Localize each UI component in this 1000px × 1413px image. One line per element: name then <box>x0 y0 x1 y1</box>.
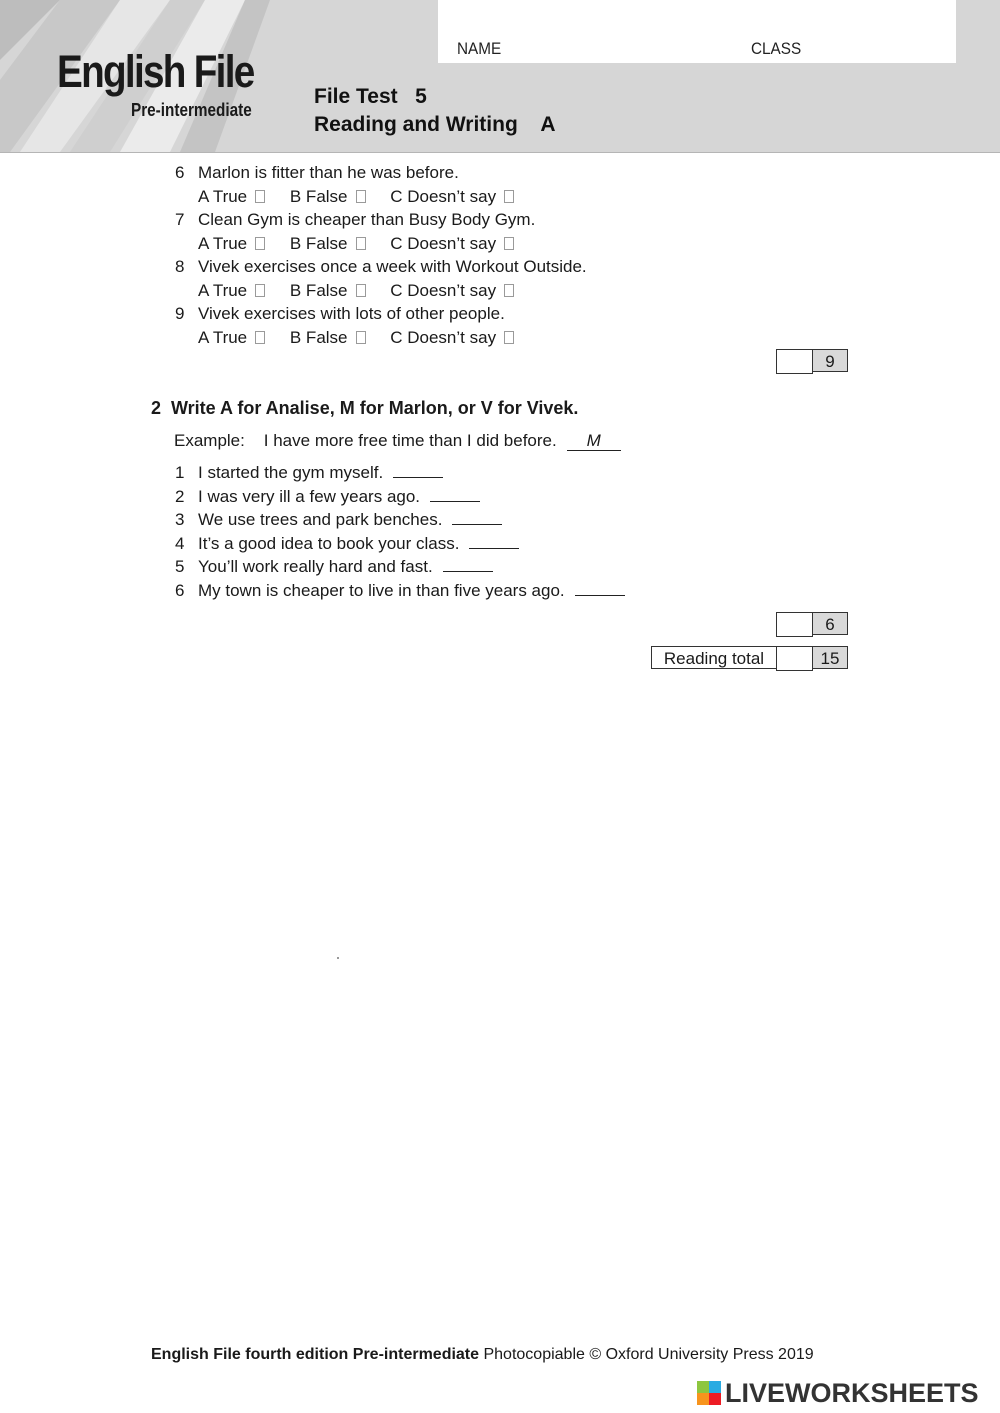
option-doesnt-say[interactable]: C Doesn’t say <box>390 187 514 207</box>
answer-options <box>198 187 514 207</box>
item-number: 2 <box>175 487 185 506</box>
question-text: Vivek exercises with lots of other people. <box>198 304 505 323</box>
name-class-box[interactable] <box>438 0 956 63</box>
option-false[interactable]: B False <box>290 187 366 207</box>
option-false[interactable]: B False <box>290 281 366 301</box>
item-number: 3 <box>175 510 185 529</box>
checkbox[interactable] <box>504 237 514 250</box>
item-text: I was very ill a few years ago. <box>198 487 421 506</box>
question-text: Clean Gym is cheaper than Busy Body Gym. <box>198 210 536 229</box>
question-number: 7 <box>175 210 185 229</box>
test-subtitle: Reading and Writing A <box>314 113 556 136</box>
item-text: You’ll work really hard and fast. <box>198 557 433 576</box>
example-label: Example: <box>174 431 245 450</box>
example-line <box>174 431 621 451</box>
option-false[interactable]: B False <box>290 328 366 348</box>
option-true[interactable]: A True <box>198 187 265 207</box>
option-doesnt-say[interactable]: C Doesn’t say <box>390 281 514 301</box>
part2-score-input[interactable] <box>776 612 813 637</box>
question-number: 8 <box>175 257 185 276</box>
item-text: It’s a good idea to book your class. <box>198 534 460 553</box>
option-doesnt-say[interactable]: C Doesn’t say <box>390 328 514 348</box>
section-2-title: 2 Write A for Analise, M for Marlon, or V for Vivek. <box>151 398 579 418</box>
question-text: Marlon is fitter than he was before. <box>198 163 459 182</box>
example-text: I have more free time than I did before. <box>263 431 557 450</box>
stray-mark <box>337 957 339 959</box>
answer-blank[interactable] <box>430 487 480 502</box>
item-number: 4 <box>175 534 185 553</box>
reading-total-max: 15 <box>812 646 848 669</box>
answer-options <box>198 328 514 348</box>
answer-options <box>198 281 514 301</box>
answer-blank[interactable] <box>393 463 443 478</box>
answer-options <box>198 234 514 254</box>
checkbox[interactable] <box>356 284 366 297</box>
option-true[interactable]: A True <box>198 281 265 301</box>
checkbox[interactable] <box>504 331 514 344</box>
checkbox[interactable] <box>356 237 366 250</box>
checkbox[interactable] <box>255 237 265 250</box>
part2-score-max: 6 <box>812 612 848 635</box>
item-number: 6 <box>175 581 185 600</box>
logo-subtitle: Pre-intermediate <box>131 100 252 120</box>
question-number: 6 <box>175 163 185 182</box>
checkbox[interactable] <box>356 190 366 203</box>
item-number: 1 <box>175 463 185 482</box>
option-true[interactable]: A True <box>198 234 265 254</box>
checkbox[interactable] <box>356 331 366 344</box>
option-false[interactable]: B False <box>290 234 366 254</box>
test-title: File Test 5 <box>314 85 427 108</box>
question-number: 9 <box>175 304 185 323</box>
answer-blank[interactable] <box>575 581 625 596</box>
copyright-footer: English File fourth edition Pre-intermediate Photocopiable © Oxford University Press 2019 <box>151 1346 814 1363</box>
liveworksheets-text: LIVEWORKSHEETS <box>725 1377 979 1408</box>
part1-score-input[interactable] <box>776 349 813 374</box>
page-header <box>0 0 1000 153</box>
checkbox[interactable] <box>255 190 265 203</box>
checkbox[interactable] <box>255 284 265 297</box>
liveworksheets-logo-icon <box>697 1381 721 1405</box>
checkbox[interactable] <box>504 284 514 297</box>
logo-title: English File <box>57 46 254 97</box>
reading-total-label: Reading total <box>651 646 777 669</box>
name-label: NAME <box>457 39 502 58</box>
liveworksheets-watermark <box>697 1377 979 1409</box>
class-label: CLASS <box>751 39 802 58</box>
checkbox[interactable] <box>504 190 514 203</box>
checkbox[interactable] <box>255 331 265 344</box>
answer-blank[interactable] <box>443 557 493 572</box>
option-doesnt-say[interactable]: C Doesn’t say <box>390 234 514 254</box>
item-text: My town is cheaper to live in than five years ago. <box>198 581 565 600</box>
option-true[interactable]: A True <box>198 328 265 348</box>
item-text: I started the gym myself. <box>198 463 384 482</box>
part1-score-max: 9 <box>812 349 848 372</box>
answer-blank[interactable] <box>469 534 519 549</box>
reading-total-input[interactable] <box>776 646 813 671</box>
answer-blank[interactable] <box>452 510 502 525</box>
item-text: We use trees and park benches. <box>198 510 443 529</box>
question-text: Vivek exercises once a week with Workout Outside. <box>198 257 587 276</box>
item-number: 5 <box>175 557 185 576</box>
example-answer: M <box>567 432 621 451</box>
